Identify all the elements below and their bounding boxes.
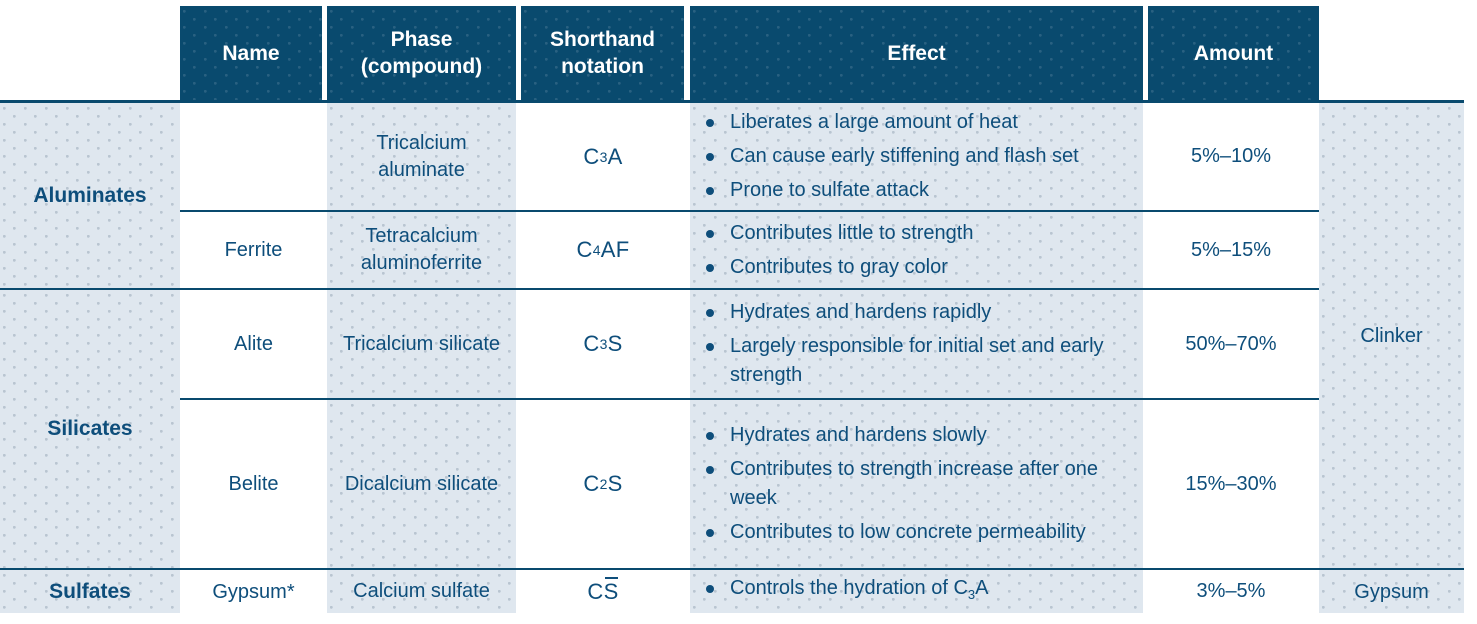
effect-text: Largely responsible for initial set and early strength bbox=[730, 335, 1104, 386]
effect-item bbox=[706, 253, 1135, 282]
effect-item bbox=[706, 219, 1135, 248]
name-cell-alite bbox=[180, 290, 327, 398]
bullet-icon bbox=[706, 529, 714, 537]
effect-cell-row5 bbox=[690, 570, 1143, 613]
bullet-icon bbox=[706, 264, 714, 272]
header-shorthand-block bbox=[521, 6, 684, 100]
header-cell-effect bbox=[690, 6, 1143, 100]
source-cell-clinker bbox=[1319, 103, 1464, 568]
notation-cell-c4af: C 4 AF bbox=[576, 237, 630, 262]
group-label-aluminates: Aluminates bbox=[33, 183, 147, 207]
header-effect-label: Effect bbox=[887, 41, 946, 65]
bullet-icon bbox=[706, 187, 714, 195]
phase-cell-row5 bbox=[327, 570, 516, 613]
header-cell-name bbox=[180, 6, 327, 100]
phase-cell-row1 bbox=[327, 103, 516, 210]
source-label-clinker: Clinker bbox=[1360, 324, 1423, 347]
header-amount-label: Amount bbox=[1193, 41, 1274, 65]
header-shorthand-label: Shorthand notation bbox=[550, 28, 655, 78]
header-phase-block bbox=[327, 6, 516, 100]
effect-text: Contributes to strength increase after one week bbox=[730, 458, 1098, 509]
effect-text: Contributes to low concrete permeability bbox=[730, 521, 1086, 543]
bullet-icon bbox=[706, 466, 714, 474]
notation-suffix: S bbox=[607, 471, 623, 496]
header-cell-phase bbox=[327, 6, 516, 100]
effect-item bbox=[706, 332, 1135, 390]
bullet-icon bbox=[706, 343, 714, 351]
phase-tetracalcium-aluminoferrite: Tetracalcium aluminoferrite bbox=[360, 225, 483, 274]
notation-base: C bbox=[583, 331, 600, 356]
effect-cell-row4 bbox=[690, 400, 1143, 568]
effect-text: Can cause early stiffening and flash set bbox=[730, 145, 1079, 167]
notation-base: C bbox=[576, 237, 593, 262]
phase-cell-row2 bbox=[327, 212, 516, 288]
effect-text: Hydrates and hardens slowly bbox=[730, 424, 987, 446]
effect-subscript: 3 bbox=[967, 587, 976, 602]
notation-base: C bbox=[587, 578, 604, 604]
group-cell-silicates bbox=[0, 290, 180, 568]
notation-cell-cs-bar bbox=[516, 570, 690, 613]
group-cell-aluminates bbox=[0, 103, 180, 288]
effect-item bbox=[706, 108, 1135, 137]
name-cell-ferrite bbox=[180, 212, 327, 288]
name-cell-row1 bbox=[180, 103, 327, 210]
effect-text: Liberates a large amount of heat bbox=[730, 111, 1018, 133]
bullet-icon bbox=[706, 153, 714, 161]
effect-text-part: Controls the hydration of C bbox=[730, 577, 968, 599]
bullet-icon bbox=[706, 309, 714, 317]
header-effect-block bbox=[690, 6, 1143, 100]
header-name-block bbox=[180, 6, 322, 100]
bullet-icon bbox=[706, 230, 714, 238]
effect-text bbox=[730, 574, 988, 609]
phase-calcium-sulfate: Calcium sulfate bbox=[353, 580, 490, 602]
cement-phase-table bbox=[0, 6, 1464, 613]
phase-tricalcium-aluminate: Tricalcium aluminate bbox=[376, 131, 467, 181]
notation-suffix: S bbox=[607, 331, 623, 356]
name-gypsum: Gypsum* bbox=[212, 580, 295, 603]
effect-cell-row1 bbox=[690, 103, 1143, 210]
effect-item bbox=[706, 455, 1135, 513]
effect-item bbox=[706, 176, 1135, 205]
group-cell-sulfates bbox=[0, 570, 180, 613]
effect-text: Hydrates and hardens rapidly bbox=[730, 301, 992, 323]
notation-suffix: A bbox=[607, 143, 623, 169]
group-label-sulfates: Sulfates bbox=[49, 579, 131, 603]
effect-item bbox=[706, 574, 1135, 609]
header-cell-shorthand bbox=[516, 6, 690, 100]
bullet-icon bbox=[706, 119, 714, 127]
effect-item bbox=[706, 518, 1135, 547]
source-cell-gypsum bbox=[1319, 570, 1464, 613]
effect-cell-row2 bbox=[690, 212, 1143, 288]
notation-cell-c3a: C 3 A bbox=[583, 143, 623, 169]
name-cell-belite bbox=[180, 400, 327, 568]
header-phase-label: Phase (compound) bbox=[360, 28, 483, 78]
bullet-icon bbox=[706, 585, 714, 593]
effect-text-part: A bbox=[975, 577, 989, 599]
amount-row2: 5%–15% bbox=[1190, 238, 1272, 261]
header-amount-block bbox=[1148, 6, 1319, 100]
notation-overbar: S bbox=[603, 578, 619, 604]
phase-tricalcium-silicate: Tricalcium silicate bbox=[342, 332, 501, 355]
amount-cell-row4 bbox=[1143, 400, 1319, 568]
bullet-icon bbox=[706, 432, 714, 440]
phase-dicalcium-silicate: Dicalcium silicate bbox=[344, 472, 499, 495]
notation-cell-c2s: C 2 S bbox=[583, 471, 623, 496]
header-cell-amount bbox=[1143, 6, 1319, 100]
amount-cell-row1 bbox=[1143, 103, 1319, 210]
notation-suffix: AF bbox=[600, 237, 630, 262]
name-belite: Belite bbox=[228, 473, 279, 495]
name-alite: Alite bbox=[234, 333, 273, 355]
notation-base: C bbox=[583, 143, 600, 169]
source-label-gypsum: Gypsum bbox=[1354, 580, 1429, 603]
name-ferrite: Ferrite bbox=[224, 239, 283, 261]
phase-cell-row3 bbox=[327, 290, 516, 398]
effect-item bbox=[706, 421, 1135, 450]
name-cell-gypsum bbox=[180, 570, 327, 613]
effect-item bbox=[706, 298, 1135, 327]
effect-cell-row3 bbox=[690, 290, 1143, 398]
amount-row5: 3%–5% bbox=[1196, 580, 1266, 602]
effect-text: Prone to sulfate attack bbox=[730, 179, 930, 201]
amount-row3: 50%–70% bbox=[1185, 332, 1277, 355]
header-name-label: Name bbox=[222, 41, 280, 65]
amount-row4: 15%–30% bbox=[1185, 472, 1277, 495]
effect-text: Contributes to gray color bbox=[730, 255, 948, 278]
amount-cell-row2 bbox=[1143, 212, 1319, 288]
amount-cell-row3 bbox=[1143, 290, 1319, 398]
notation-cell-c3s: C 3 S bbox=[583, 331, 623, 356]
group-label-silicates: Silicates bbox=[47, 417, 133, 440]
notation-base: C bbox=[583, 471, 600, 496]
phase-cell-row4 bbox=[327, 400, 516, 568]
amount-row1: 5%–10% bbox=[1190, 145, 1272, 167]
effect-text: Contributes little to strength bbox=[730, 221, 974, 244]
amount-cell-row5 bbox=[1143, 570, 1319, 613]
effect-item bbox=[706, 142, 1135, 171]
